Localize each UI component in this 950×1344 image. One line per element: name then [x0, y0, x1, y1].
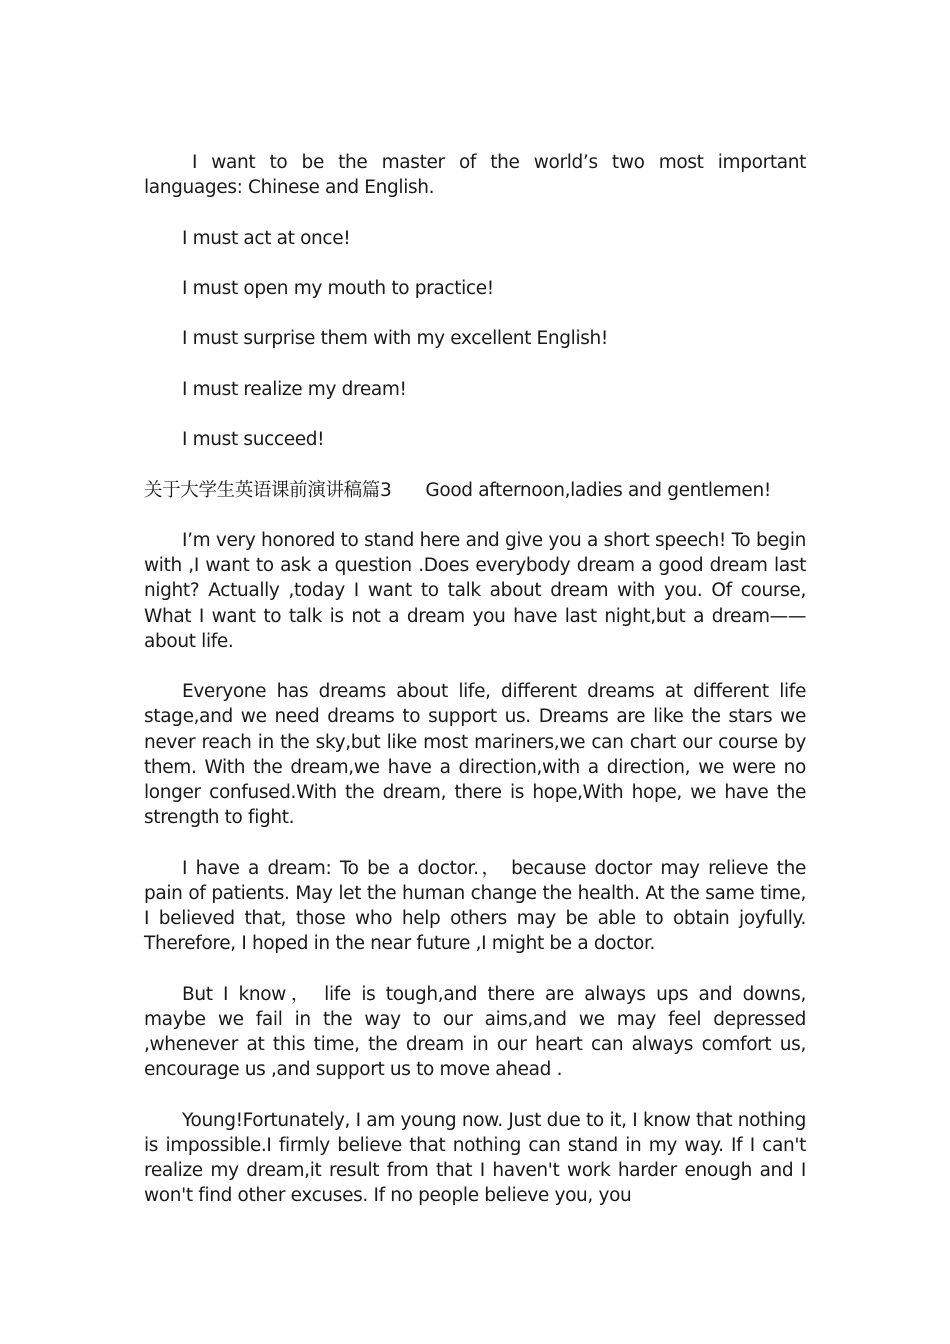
- paragraph: I must realize my dream!: [182, 378, 407, 400]
- section-heading: 关于大学生英语课前演讲稿篇3: [144, 479, 392, 501]
- paragraph: I want to be the master of the world’s two most important languages: Chinese and English.: [144, 152, 806, 199]
- section-heading-line: [144, 478, 806, 503]
- paragraph: I must surprise them with my excellent English!: [182, 328, 608, 350]
- paragraph: I must open my mouth to practice!: [182, 277, 494, 299]
- paragraph: But I know， life is tough,and there are always ups and downs, maybe we fail in the way to our aims,and we may feel depressed ,whenever at this time, the dream in our heart can always comfort us, encourage us ,and support us to move ahead .: [144, 983, 806, 1081]
- document-page: [144, 150, 806, 1208]
- paragraph: Everyone has dreams about life, different dreams at different life stage,and we need dreams to support us. Dreams are like the stars we never reach in the sky,but like most mariners,we can chart our course by them. With the dream,we have a direction,with a direction, we were no longer confused.With the dream, there is hope,With hope, we have the strength to fight.: [144, 681, 806, 829]
- paragraph: I have a dream: To be a doctor.， because doctor may relieve the pain of patients. May let the human change the health. At the same time, I believed that, those who help others may be able to obtain joyfully. Therefore, I hoped in the near future ,I might be a doctor.: [144, 857, 806, 955]
- greeting: Good afternoon,ladies and gentlemen!: [425, 479, 771, 501]
- paragraph: Young!Fortunately, I am young now. Just due to it, I know that nothing is impossible.I firmly believe that nothing can stand in my way. If I can't realize my dream,it result from that I haven't work harder enough and I won't find other excuses. If no people believe you, you: [144, 1109, 806, 1207]
- paragraph: I’m very honored to stand here and give you a short speech! To begin with ,I want to ask a question .Does everybody dream a good dream last night? Actually ,today I want to talk about dream with you. Of course, What I want to talk is not a dream you have last night,but a dream—— about life.: [144, 529, 806, 652]
- paragraph: I must act at once!: [182, 227, 351, 249]
- paragraph: I must succeed!: [182, 429, 325, 451]
